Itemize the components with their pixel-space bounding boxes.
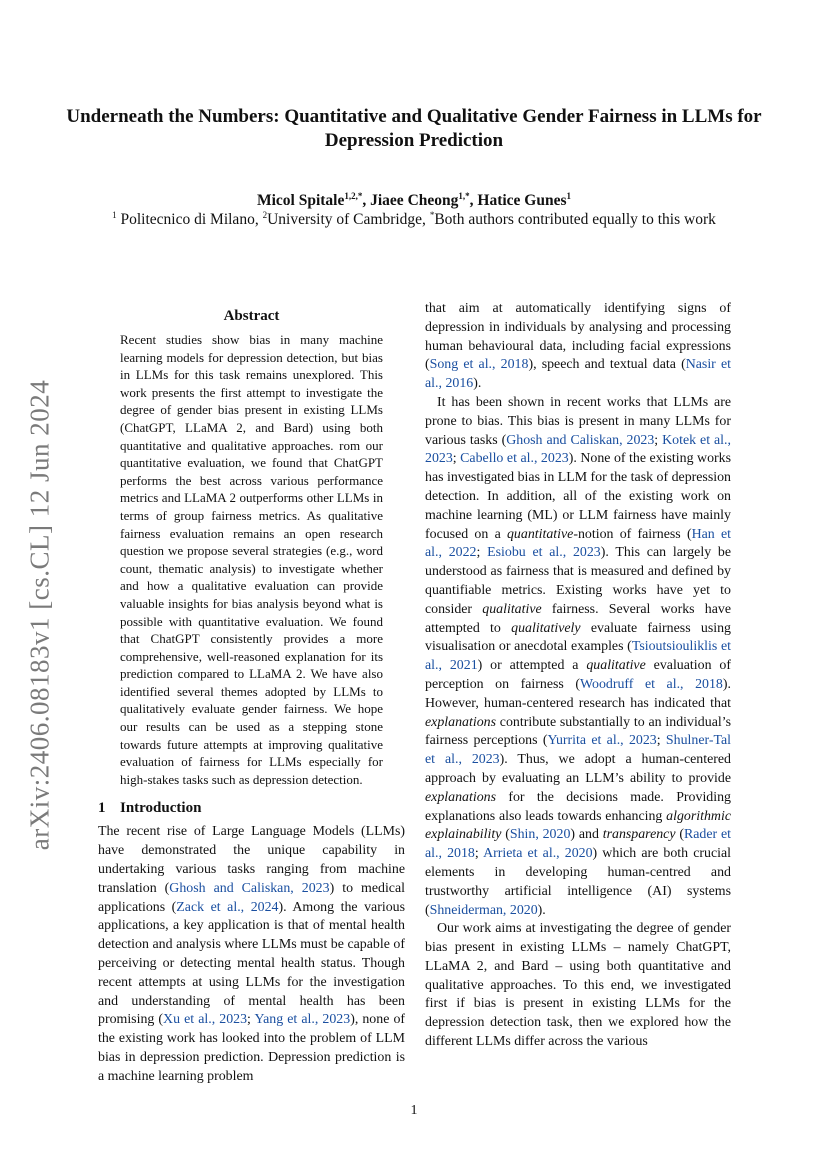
text-run: ; <box>656 733 666 749</box>
emphasis: quantitative <box>506 526 574 542</box>
citation-link[interactable]: Shneiderman, 2020 <box>429 902 538 918</box>
emphasis: algorithmic explainability <box>425 808 731 843</box>
text-run: The recent rise of Large Language Models (LLMs) have demonstrated the unique capability in undertaking various tasks ranging from machine translation ( <box>98 824 405 896</box>
section-heading-introduction <box>98 800 405 817</box>
text-run: ; <box>654 432 663 448</box>
citation-link[interactable]: Kotek et al., 2023 <box>425 432 731 467</box>
text-run: ). <box>473 376 482 392</box>
affiliation-marker: 1 <box>112 209 117 220</box>
author-name: Micol Spitale <box>256 192 345 209</box>
text-run: ; <box>474 846 484 862</box>
text-run: evaluate fairness using visualisation or anecdotal examples ( <box>425 620 731 655</box>
text-run: ; <box>247 1012 255 1028</box>
aims-paragraph: Our work aims at investigating the degree of gender bias present in existing LLMs – namely ChatGPT, LLaMA 2, and Bard – using both quantitative and qualitative approaches. To this end, we investigated first if bias is present in existing LLMs for the depression detection task, then we explored how the different LLMs differ across the various <box>425 921 731 1050</box>
affiliation-name: Politecnico di Milano, <box>116 211 263 228</box>
left-column <box>98 308 405 1087</box>
intro-paragraph <box>98 823 405 1086</box>
emphasis: explanations <box>425 714 496 730</box>
citation-link[interactable]: Tsioutsiouliklis et al., 2021 <box>425 639 731 674</box>
citation-link[interactable]: Nasir et al., 2016 <box>425 357 731 392</box>
text-run: ), speech and textual data ( <box>528 357 686 373</box>
affiliation-marker: * <box>429 209 435 220</box>
citation-link[interactable]: Ghosh and Caliskan, 2023 <box>169 880 330 896</box>
affiliation-line <box>40 211 788 229</box>
text-run: ). Among the various applications, a key application is that of mental health detection and analysis where LLMs must be capable of perceiving or detecting mental health status. Though recent attempts at using LLMs for the investigation and understanding of mental health has been promising ( <box>98 899 405 1028</box>
text-run: ) and <box>570 827 603 843</box>
author-affiliation-marker: 1,* <box>458 190 470 201</box>
arxiv-identifier[interactable]: arXiv:2406.08183v1 [cs.CL] 12 Jun 2024 <box>24 379 55 851</box>
text-run: ( <box>501 827 510 843</box>
text-run: ). Thus, we adopt a human-centered approach by evaluating an LLM’s ability to provide <box>425 752 732 786</box>
citation-link[interactable]: Arrieta et al., 2020 <box>483 846 593 862</box>
section-number: 1 <box>98 800 106 817</box>
affiliation-marker: 2 <box>262 209 268 220</box>
text-run: ; <box>452 451 461 467</box>
affiliation-name: University of Cambridge, <box>267 211 430 228</box>
author-affiliation-marker: 1 <box>566 190 572 201</box>
intro-paragraph-continued <box>425 300 731 394</box>
citation-link[interactable]: Cabello et al., 2023 <box>460 451 569 467</box>
text-run: evaluation of perception on fairness ( <box>425 658 731 692</box>
citation-link[interactable]: Shulner-Tal et al., 2023 <box>425 733 732 768</box>
section-title: Introduction <box>120 800 202 817</box>
text-run: -notion of fairness ( <box>573 526 692 542</box>
right-column <box>425 300 731 1052</box>
text-run: ) which are both crucial elements in developing human-centred and trustworthy artificial intelligence (AI) systems ( <box>425 846 732 918</box>
emphasis: explanations <box>425 789 496 805</box>
text-run: ). However, human-centered research has indicated that <box>425 676 731 711</box>
text-run: ( <box>675 827 684 843</box>
text-run: for the decisions made. Providing explanations also leads towards enhancing <box>425 789 731 824</box>
abstract-text: Recent studies show bias in many machine learning models for depression detection, but bias in LLMs for this task remains unexplored. This work presents the first attempt to investigate the degree of gender bias present in existing LLMs (ChatGPT, LLaMA 2, and Bard) using both quantitative and qualitative approaches. rom our quantitative evaluation, we found that ChatGPT performs the best across various performance metrics and LLaMA 2 outperforms other LLMs in terms of group fairness metrics. As qualitative fairness evaluation remains an open research question we propose several strategies (e.g., word count, thematic analysis) to investigate whether and how a qualitative evaluation can provide valuable insights for bias analysis beyond what is possible with quantitative evaluation. We found that ChatGPT consistently provides a more comprehensive, well-reasoned explanation for its prediction compared to LLaMA 2. We have also identified several themes adopted by LLMs to qualitatively evaluate gender fairness. We hope our results can be used as a stepping stone towards future attempts at improving qualitative evaluation of fairness for LLMs especially for high-stakes tasks such as depression detection. <box>120 332 383 787</box>
text-run: ). None of the existing works has investigated bias in LLM for the task of depression detection. In addition, all of the existing work on machine learning (ML) or LLM fairness have mainly focused on a <box>425 451 731 542</box>
emphasis: transparency <box>602 827 676 843</box>
emphasis: qualitative <box>482 601 542 617</box>
citation-link[interactable]: Yang et al., 2023 <box>254 1012 351 1028</box>
citation-link[interactable]: Shin, 2020 <box>509 827 571 843</box>
text-run: ) or attempted a <box>477 658 587 674</box>
equal-contribution-note: Both authors contributed equally to this work <box>434 211 716 228</box>
text-run: ), none of the existing work has looked into the problem of LLM bias in depression prediction. Depression prediction is a machine learning problem <box>98 1012 406 1084</box>
emphasis: qualitatively <box>511 620 581 636</box>
page-number: 1 <box>410 1103 418 1118</box>
bias-paragraph <box>425 394 731 920</box>
text-run: It has been shown in recent works that LLMs are prone to bias. This bias is present in many LLMs for various tasks ( <box>425 394 731 448</box>
text-run: fairness. Several works have attempted to <box>425 601 731 636</box>
citation-link[interactable]: Ghosh and Caliskan, 2023 <box>506 432 655 448</box>
citation-link[interactable]: Esiobu et al., 2023 <box>487 545 601 561</box>
author-affiliation-marker: 1,2,* <box>344 190 363 201</box>
paper-title: Underneath the Numbers: Quantitative and Qualitative Gender Fairness in LLMs for Depression Prediction <box>66 106 762 151</box>
citation-link[interactable]: Yurrita et al., 2023 <box>547 733 657 749</box>
text-run: ). <box>537 902 546 918</box>
text-run: contribute substantially to an individual’s fairness perceptions ( <box>425 714 731 749</box>
text-run: ) to medical applications ( <box>98 880 406 915</box>
citation-link[interactable]: Han et al., 2022 <box>425 526 731 561</box>
citation-link[interactable]: Woodruff et al., 2018 <box>580 676 723 692</box>
author-list: Micol Spitale$^{1,2,*}$, Jiaee Cheong$^{1,*}$, Hatice Gunes$^1$ <box>256 190 572 209</box>
author-name: Hatice Gunes <box>477 192 567 209</box>
text-run: that aim at automatically identifying signs of depression in individuals by analysing and processing human behavioural data, including facial expressions ( <box>425 301 731 373</box>
text-run: ). This can largely be understood as fairness that is measured and defined by quantifiable metrics. Existing works have yet to consider <box>425 545 732 617</box>
author-name: Jiaee Cheong <box>370 192 459 209</box>
citation-link[interactable]: Song et al., 2018 <box>429 357 529 373</box>
citation-link[interactable]: Xu et al., 2023 <box>163 1012 248 1028</box>
emphasis: qualitative <box>586 658 646 674</box>
citation-link[interactable]: Zack et al., 2024 <box>176 899 279 915</box>
abstract-heading: Abstract <box>223 308 280 324</box>
text-run: ; <box>476 545 488 561</box>
citation-link[interactable]: Rader et al., 2018 <box>425 827 731 862</box>
